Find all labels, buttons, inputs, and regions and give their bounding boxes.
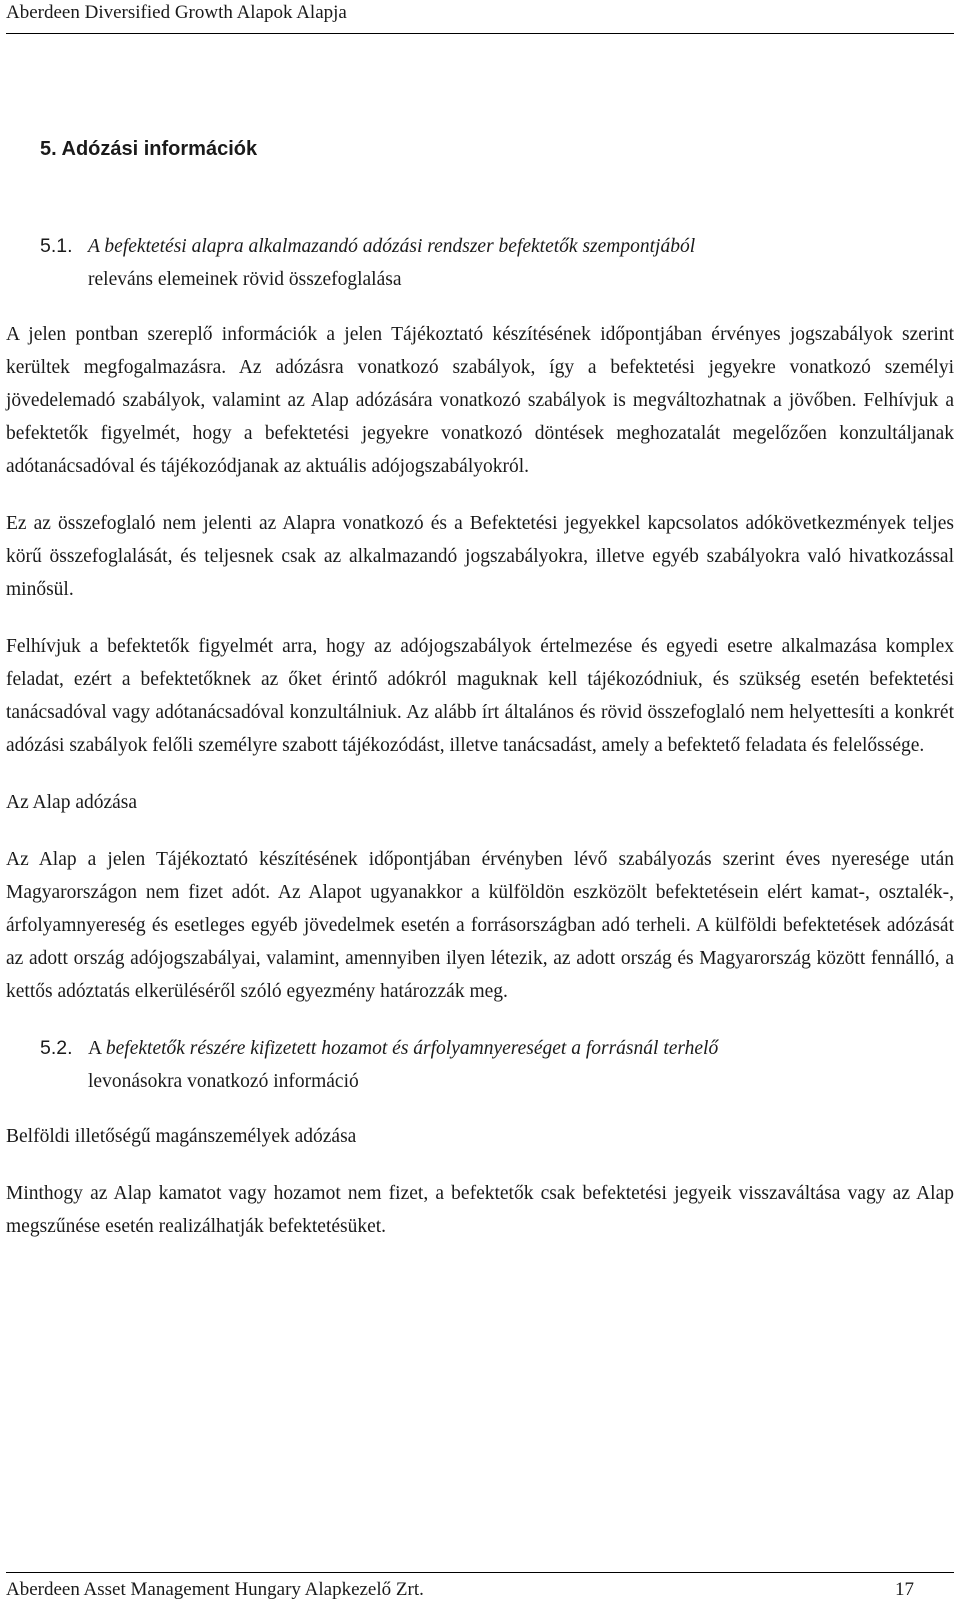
- subsection-number: 5.1.: [40, 235, 73, 257]
- document-body: [6, 133, 954, 1267]
- heading-fund-taxation: Az Alap adózása: [6, 792, 138, 813]
- page-number: 17: [895, 1579, 914, 1600]
- subsection-title-lead: A: [88, 1038, 102, 1059]
- paragraph-intro: A jelen pontban szereplő információk a jelen Tájékoztató készítésének időpontjában érvényes jogszabályok szerint kerültek megfogalmazásra. Az adózásra vonatkozó szabályok, így a befektetési jegyekre vonatkozó személyi jövedelemadó szabályok, valamint az Alap adózására vonatkozó szabályok is megváltozhatnak a jövőben. Felhívjuk a befektetők figyelmét, hogy a befektetési jegyekre vonatkozó döntések meghozatalát megelőzően konzultáljanak adótanácsadóval és tájékozódjanak az aktuális adójogszabályokról.: [6, 324, 954, 477]
- heading-domestic-individuals: Belföldi illetőségű magánszemélyek adózása: [6, 1126, 357, 1147]
- page-header: [6, 0, 954, 34]
- footer-company: Aberdeen Asset Management Hungary Alapkezelő Zrt.: [6, 1579, 424, 1600]
- subsection-title: [88, 230, 954, 296]
- paragraph-domestic-individuals: Minthogy az Alap kamatot vagy hozamot nem fizet, a befektetők csak befektetési jegyeik visszaváltása vagy az Alap megszűnése esetén realizálhatják befektetésüket.: [6, 1183, 954, 1237]
- subsection-title-rest: releváns elemeinek rövid összefoglalása: [88, 269, 402, 290]
- subsection-title-rest: levonásokra vonatkozó információ: [88, 1071, 359, 1092]
- page-footer: [6, 1572, 954, 1607]
- subsection-5-2-heading: [40, 1032, 954, 1098]
- paragraph-fund-taxation: Az Alap a jelen Tájékoztató készítésének időpontjában érvényben lévő szabályozás szerint éves nyeresége után Magyarországon nem fizet adót. Az Alapot ugyanakkor a külföldön eszközölt befektetésein elért kamat-, osztalék-, árfolyamnyereség és esetleges egyéb jövedelmek esetén a forrásországban adó terheli. A külföldi befektetések adózását az adott ország adójogszabályai, valamint, amennyiben ilyen létezik, az adott ország és Magyarország között fennálló, a kettős adóztatás elkerüléséről szóló egyezmény határozzák meg.: [6, 849, 954, 1002]
- paragraph-summary-scope: Ez az összefoglaló nem jelenti az Alapra vonatkozó és a Befektetési jegyekkel kapcsolatos adókövetkezmények teljes körű összefoglalását, és teljesnek csak az alkalmazandó jogszabályokra, illetve egyéb szabályokra való hivatkozással minősül.: [6, 513, 954, 600]
- paragraph-investor-notice: Felhívjuk a befektetők figyelmét arra, hogy az adójogszabályok értelmezése és egyedi esetre alkalmazása komplex feladat, ezért a befektetőknek az őket érintő adókról maguknak kell tájékozódniuk, és szükség esetén befektetési tanácsadóval vagy adótanácsadóval konzultálniuk. Az alább írt általános és rövid összefoglaló nem helyettesíti a konkrét adózási szabályok felőli személyre szabott tájékozódást, illetve tanácsadást, amely a befektető feladata és felelőssége.: [6, 636, 954, 756]
- section-heading: 5. Adózási információk: [40, 138, 258, 160]
- header-title: Aberdeen Diversified Growth Alapok Alapja: [6, 2, 347, 23]
- subsection-5-1-heading: [40, 230, 954, 296]
- subsection-title-italic: befektetők részére kifizetett hozamot és árfolyamnyereséget a forrásnál terhelő: [105, 1038, 719, 1059]
- subsection-title: [88, 1032, 954, 1098]
- subsection-number: 5.2.: [40, 1037, 73, 1059]
- subsection-title-italic: A befektetési alapra alkalmazandó adózási rendszer befektetők szempontjából: [88, 236, 696, 257]
